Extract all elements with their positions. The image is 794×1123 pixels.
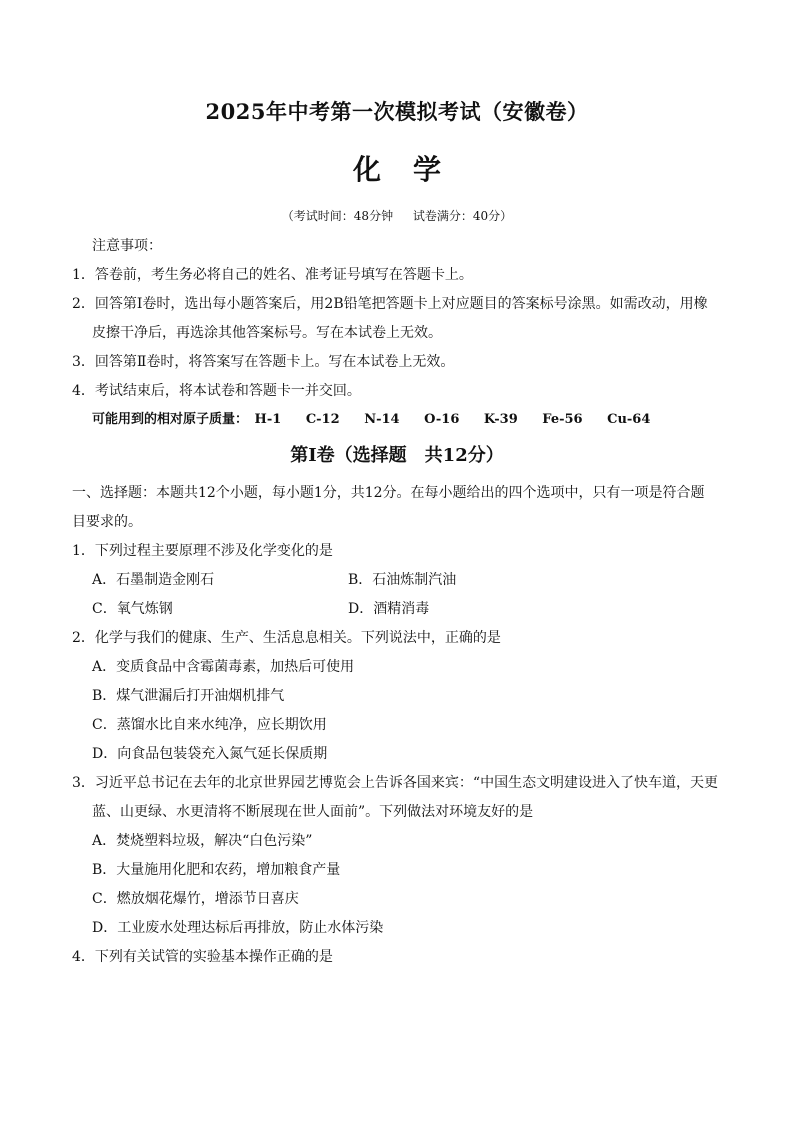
option-c: C．蒸馏水比自来水纯净，应长期饮用: [92, 717, 327, 733]
option-d: D．酒精消毒: [348, 601, 430, 617]
section-title: 第Ⅰ卷（选择题 共12分）: [290, 445, 504, 466]
atomic-mass: K-39: [483, 412, 518, 427]
note-item: 2．回答第Ⅰ卷时，选出每小题答案后，用2B铅笔把答题卡上对应题目的答案标号涂黑。如需改动，用橡: [72, 296, 708, 312]
option-d: D．工业废水处理达标后再排放，防止水体污染: [92, 920, 384, 936]
option-b: B．石油炼制汽油: [348, 572, 457, 588]
option-b: B．煤气泄漏后打开油烟机排气: [92, 688, 285, 704]
atomic-mass: Cu-64: [607, 412, 651, 427]
option-d: D．向食品包装袋充入氮气延长保质期: [92, 746, 328, 762]
question-stem: 4．下列有关试管的实验基本操作正确的是: [72, 949, 333, 965]
atomic-mass: Fe-56: [542, 412, 583, 427]
exam-info: [0, 207, 794, 224]
note-item: 4．考试结束后，将本试卷和答题卡一并交回。: [72, 383, 361, 399]
notes-title: 注意事项：: [92, 238, 162, 254]
section-instructions: 目要求的。: [72, 514, 142, 530]
exam-time: （考试时间：48分钟: [281, 209, 394, 223]
question-stem: 3．习近平总书记在去年的北京世界园艺博览会上告诉各国来宾：“中国生态文明建设进入了快车道，天更: [72, 775, 719, 791]
option-a: A．变质食品中含霉菌毒素，加热后可使用: [92, 659, 355, 675]
note-item: 1．答卷前，考生务必将自己的姓名、准考证号填写在答题卡上。: [72, 267, 473, 283]
option-c: C．燃放烟花爆竹，增添节日喜庆: [92, 891, 299, 907]
section-instructions: 一、选择题：本题共12个小题，每小题1分，共12分。在每小题给出的四个选项中，只有一项是符合题: [72, 485, 705, 501]
atomic-masses: [92, 410, 670, 430]
atomic-mass: O-16: [424, 412, 460, 427]
atomic-mass: H-1: [254, 412, 282, 427]
exam-score: 试卷满分：40分）: [412, 209, 513, 223]
atomic-mass: N-14: [364, 412, 400, 427]
question-stem: 1．下列过程主要原理不涉及化学变化的是: [72, 543, 333, 559]
exam-title: 2025年中考第一次模拟考试（安徽卷）: [205, 99, 589, 124]
atomic-mass-label: 可能用到的相对原子质量：: [92, 412, 249, 427]
question-stem: 2．化学与我们的健康、生产、生活息息相关。下列说法中，正确的是: [72, 630, 501, 646]
option-c: C．氧气炼钢: [92, 601, 173, 617]
subject-title: 化学: [352, 153, 473, 186]
option-a: A．石墨制造金刚石: [92, 572, 215, 588]
option-a: A．焚烧塑料垃圾，解决“白色污染”: [92, 833, 313, 849]
option-b: B．大量施用化肥和农药，增加粮食产量: [92, 862, 341, 878]
question-stem: 蓝、山更绿、水更清将不断展现在世人面前”。下列做法对环境友好的是: [92, 804, 534, 820]
atomic-mass: C-12: [305, 412, 340, 427]
note-item: 皮擦干净后，再选涂其他答案标号。写在本试卷上无效。: [92, 325, 442, 341]
note-item: 3．回答第Ⅱ卷时，将答案写在答题卡上。写在本试卷上无效。: [72, 354, 455, 370]
